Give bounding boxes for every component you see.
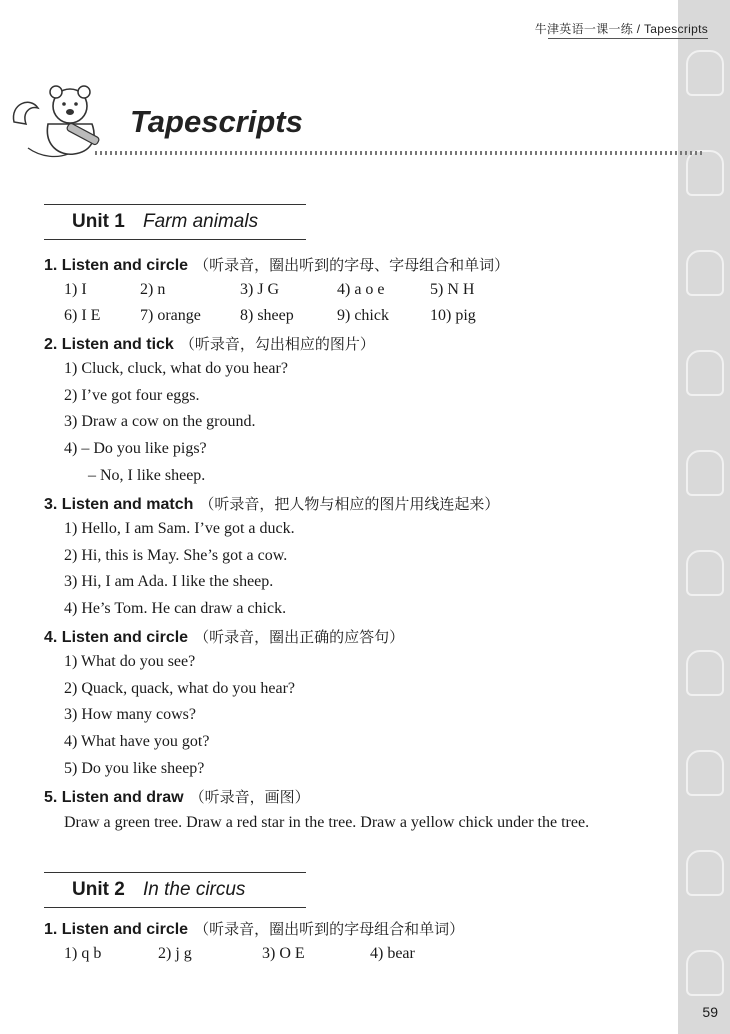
figure-doodle-icon — [686, 350, 724, 396]
answer-item: 9) chick — [337, 307, 389, 324]
answer-item: 1) q b — [64, 945, 102, 962]
section-heading — [44, 254, 509, 275]
figure-doodle-icon — [686, 450, 724, 496]
answer-item: 2) j g — [158, 945, 192, 962]
script-line: 3) Hi, I am Ada. I like the sheep. — [64, 573, 274, 590]
answer-item: 8) sheep — [240, 307, 294, 324]
unit-name: Farm animals — [143, 211, 259, 232]
section-title: 1. Listen and circle — [44, 257, 189, 274]
script-line: 5) Do you like sheep? — [64, 760, 205, 777]
answer-item: 3) O E — [262, 945, 305, 962]
section-heading — [44, 493, 499, 514]
section-heading — [44, 626, 404, 647]
page-number: 59 — [702, 1004, 718, 1020]
answer-item: 7) orange — [140, 307, 201, 324]
figure-doodle-icon — [686, 550, 724, 596]
figure-doodle-icon — [686, 50, 724, 96]
script-line: 1) Cluck, cluck, what do you hear? — [64, 360, 288, 377]
answer-item: 5) N H — [430, 281, 475, 298]
header-rule — [548, 38, 708, 39]
running-header: 牛津英语一课一练 / Tapescripts — [534, 22, 708, 36]
section-heading — [44, 786, 310, 807]
title-dotted-rule — [95, 151, 705, 155]
script-line: 3) How many cows? — [64, 706, 196, 723]
figure-doodle-icon — [686, 850, 724, 896]
decorative-side-strip — [678, 0, 730, 1034]
section-chinese-instruction: （听录音，圈出听到的字母、字母组合和单词） — [194, 257, 510, 274]
figure-doodle-icon — [686, 650, 724, 696]
script-line: – No, I like sheep. — [88, 467, 206, 484]
script-line: 4) – Do you like pigs? — [64, 440, 207, 457]
section-chinese-instruction: （听录音，把人物与相应的图片用线连起来） — [199, 496, 500, 513]
bear-mascot-icon — [8, 82, 108, 160]
unit-heading — [44, 872, 306, 908]
figure-doodle-icon — [686, 950, 724, 996]
script-line: 2) Quack, quack, what do you hear? — [64, 680, 296, 697]
figure-doodle-icon — [686, 750, 724, 796]
section-heading — [44, 918, 464, 939]
section-chinese-instruction: （听录音，画图） — [189, 789, 310, 806]
unit-heading — [44, 204, 306, 240]
unit-name: In the circus — [143, 879, 246, 900]
script-line: 2) Hi, this is May. She’s got a cow. — [64, 547, 288, 564]
section-chinese-instruction: （听录音，勾出相应的图片） — [179, 336, 375, 353]
answer-item: 10) pig — [430, 307, 476, 324]
page-title: Tapescripts — [130, 104, 303, 139]
script-line: 2) I’ve got four eggs. — [64, 387, 200, 404]
section-heading — [44, 333, 375, 354]
figure-doodle-icon — [686, 250, 724, 296]
answer-item: 6) I E — [64, 307, 101, 324]
script-line: 1) What do you see? — [64, 653, 196, 670]
script-line: 4) What have you got? — [64, 733, 210, 750]
unit-number: Unit 1 — [72, 211, 125, 232]
answer-item: 3) J G — [240, 281, 280, 298]
section-chinese-instruction: （听录音，圈出听到的字母组合和单词） — [194, 921, 465, 938]
answer-item: 1) I — [64, 281, 87, 298]
section-title: 1. Listen and circle — [44, 921, 189, 938]
figure-doodle-icon — [686, 150, 724, 196]
script-line: 1) Hello, I am Sam. I’ve got a duck. — [64, 520, 295, 537]
section-title: 2. Listen and tick — [44, 336, 174, 353]
answer-item: 4) bear — [370, 945, 415, 962]
script-line: 3) Draw a cow on the ground. — [64, 413, 256, 430]
script-line: Draw a green tree. Draw a red star in the tree. Draw a yellow chick under the tree. — [64, 814, 590, 831]
script-line: 4) He’s Tom. He can draw a chick. — [64, 600, 287, 617]
section-title: 4. Listen and circle — [44, 629, 189, 646]
answer-item: 2) n — [140, 281, 166, 298]
unit-number: Unit 2 — [72, 879, 125, 900]
section-chinese-instruction: （听录音，圈出正确的应答句） — [194, 629, 405, 646]
section-title: 5. Listen and draw — [44, 789, 184, 806]
section-title: 3. Listen and match — [44, 496, 194, 513]
answer-item: 4) a o e — [337, 281, 385, 298]
